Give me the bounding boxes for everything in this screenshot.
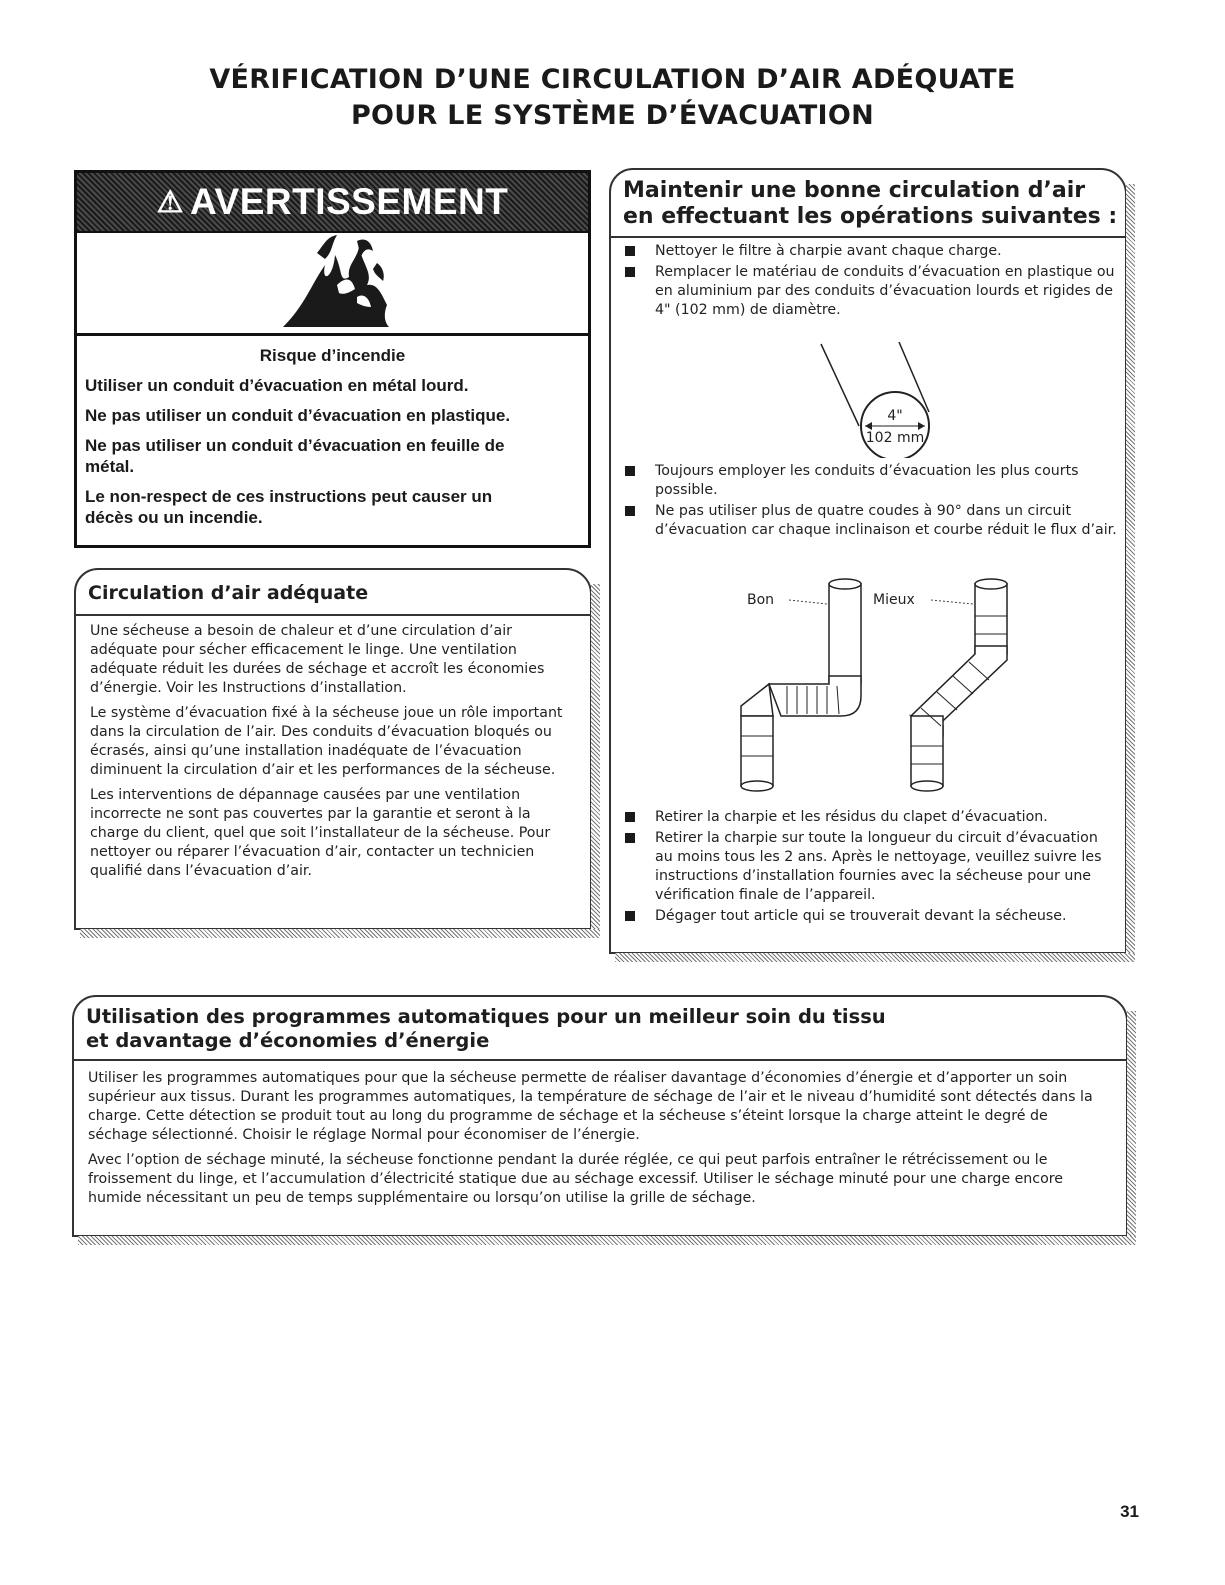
list-item — [611, 502, 1117, 540]
list-item-text: Remplacer le matériau de conduits d’évacuation en plastique ou en aluminium par des conduits d’évacuation lourds et rigides de 4" (102 mm) de diamètre. — [655, 264, 1115, 318]
warning-line: Le non-respect de ces instructions peut causer un décès ou un incendie. — [85, 487, 493, 527]
square-bullet-icon — [625, 267, 635, 277]
list-item — [611, 808, 1117, 827]
list-item — [611, 907, 1117, 926]
square-bullet-icon — [625, 466, 635, 476]
box-shadow — [615, 953, 1135, 962]
square-bullet-icon — [625, 506, 635, 516]
circulation-text — [90, 622, 578, 887]
maintain-list-b — [611, 462, 1117, 542]
box-shadow — [591, 584, 600, 930]
paragraph: Le système d’évacuation fixé à la sécheuse joue un rôle important dans la circulation de l’air. Des conduits d’évacuation bloqués ou écrasés, ainsi qu’une installation inadéquate de l’évacuation diminuent la circulation d’air et les performances de la sécheuse. — [90, 705, 563, 778]
section-divider — [74, 1059, 1126, 1061]
warning-subtitle: Risque d’incendie — [259, 346, 406, 365]
list-item-text: Nettoyer le filtre à charpie avant chaque charge. — [655, 243, 1002, 259]
circulation-section — [74, 568, 592, 930]
circulation-title: Circulation d’air adéquate — [88, 582, 369, 604]
warning-divider — [77, 333, 588, 336]
good-label: Bon — [747, 592, 775, 608]
box-shadow — [1127, 1011, 1136, 1237]
auto-programs-section — [72, 995, 1128, 1237]
paragraph: Une sécheuse a besoin de chaleur et d’une circulation d’air adéquate pour sécher efficacement le linge. Une ventilation adéquate réduit les durées de séchage et accroît les économies d’énergie. Voir les Instructions d’installation. — [90, 623, 545, 696]
maintain-title-line-2: en effectuant les opérations suivantes : — [623, 204, 1118, 229]
warning-body — [85, 345, 580, 537]
maintain-title — [623, 178, 1117, 230]
auto-programs-text — [88, 1069, 1106, 1214]
warning-line: Utiliser un conduit d’évacuation en métal lourd. — [85, 376, 469, 395]
list-item-text: Retirer la charpie et les résidus du clapet d’évacuation. — [655, 809, 1048, 825]
auto-programs-title-line-1: Utilisation des programmes automatiques pour un meilleur soin du tissu — [86, 1005, 886, 1028]
better-label: Mieux — [873, 592, 915, 608]
maintain-section — [609, 168, 1127, 954]
auto-programs-title-line-2: et davantage d’économies d’énergie — [86, 1029, 490, 1052]
paragraph: Avec l’option de séchage minuté, la sécheuse fonctionne pendant la durée réglée, ce qui peut parfois entraîner le rétrécissement ou le froissement du linge, et l’accumulation d’électricité statique due au séchage excessif. Utiliser le séchage minuté pour une charge encore humide nécessitant un peu de temps supplémentaire ou lorsqu’on utilise la grille de séchage. — [88, 1152, 1064, 1206]
paragraph: Utiliser les programmes automatiques pour que la sécheuse permette de réaliser davantage d’économies d’énergie et d’apporter un soin supérieur aux tissus. Durant les programmes automatiques, la température de séchage de l’air et le niveau d’humidité sont détectés dans la charge. Cette détection se produit tout au long du programme de séchage et la sécheuse s’éteint lorsque la charge atteint le degré de séchage sélectionné. Choisir le réglage Normal pour économiser de l’énergie. — [88, 1070, 1093, 1143]
duct-label-inches: 4" — [887, 408, 903, 424]
fire-hazard-icon — [277, 235, 395, 333]
maintain-title-line-1: Maintenir une bonne circulation d’air — [623, 178, 1086, 203]
duct-label-mm: 102 mm — [865, 430, 925, 446]
square-bullet-icon — [625, 812, 635, 822]
warning-header-divider — [77, 231, 588, 233]
square-bullet-icon — [625, 246, 635, 256]
warning-box — [74, 170, 591, 548]
maintain-list-a — [611, 242, 1117, 322]
warning-header — [77, 173, 588, 231]
maintain-list-c — [611, 808, 1117, 928]
warning-triangle-icon: ⚠ — [156, 185, 185, 219]
paragraph: Les interventions de dépannage causées par une ventilation incorrecte ne sont pas couvertes par la garantie et seront à la charge du client, quel que soit l’installateur de la sécheuse. Pour nettoyer ou réparer l’évacuation d’air, contacter un technicien qualifié dans l’évacuation d’air. — [90, 787, 551, 879]
better-duct-illustration — [911, 579, 1007, 791]
list-item — [611, 242, 1117, 261]
duct-diameter-diagram — [811, 342, 951, 458]
square-bullet-icon — [625, 911, 635, 921]
warning-line: Ne pas utiliser un conduit d’évacuation en plastique. — [85, 406, 511, 425]
list-item — [611, 263, 1117, 320]
list-item-text: Retirer la charpie sur toute la longueur du circuit d’évacuation au moins tous les 2 ans. Après le nettoyage, veuillez suivre les instructions d’installation fournies avec la sécheuse pour une vérification finale de l’appareil. — [655, 830, 1102, 903]
section-divider — [76, 614, 590, 616]
box-shadow — [80, 929, 600, 938]
page-title — [0, 62, 1225, 134]
page-title-line-1: VÉRIFICATION D’UNE CIRCULATION D’AIR ADÉQUATE — [209, 64, 1016, 95]
auto-programs-title — [86, 1005, 886, 1053]
box-shadow — [1126, 184, 1135, 954]
list-item-text: Ne pas utiliser plus de quatre coudes à 90° dans un circuit d’évacuation car chaque inclinaison et courbe réduit le flux d’air. — [655, 503, 1117, 538]
list-item — [611, 829, 1117, 905]
warning-header-label: AVERTISSEMENT — [190, 181, 509, 222]
list-item — [611, 462, 1117, 500]
section-divider — [611, 236, 1125, 238]
page-number: 31 — [1120, 1502, 1139, 1521]
square-bullet-icon — [625, 833, 635, 843]
page-title-line-2: POUR LE SYSTÈME D’ÉVACUATION — [350, 100, 875, 131]
warning-line: Ne pas utiliser un conduit d’évacuation en feuille de métal. — [85, 436, 505, 476]
elbow-comparison-diagram — [721, 576, 1021, 796]
box-shadow — [78, 1236, 1136, 1245]
list-item-text: Toujours employer les conduits d’évacuation les plus courts possible. — [655, 463, 1079, 498]
good-duct-illustration — [741, 579, 861, 791]
list-item-text: Dégager tout article qui se trouverait devant la sécheuse. — [655, 908, 1067, 924]
